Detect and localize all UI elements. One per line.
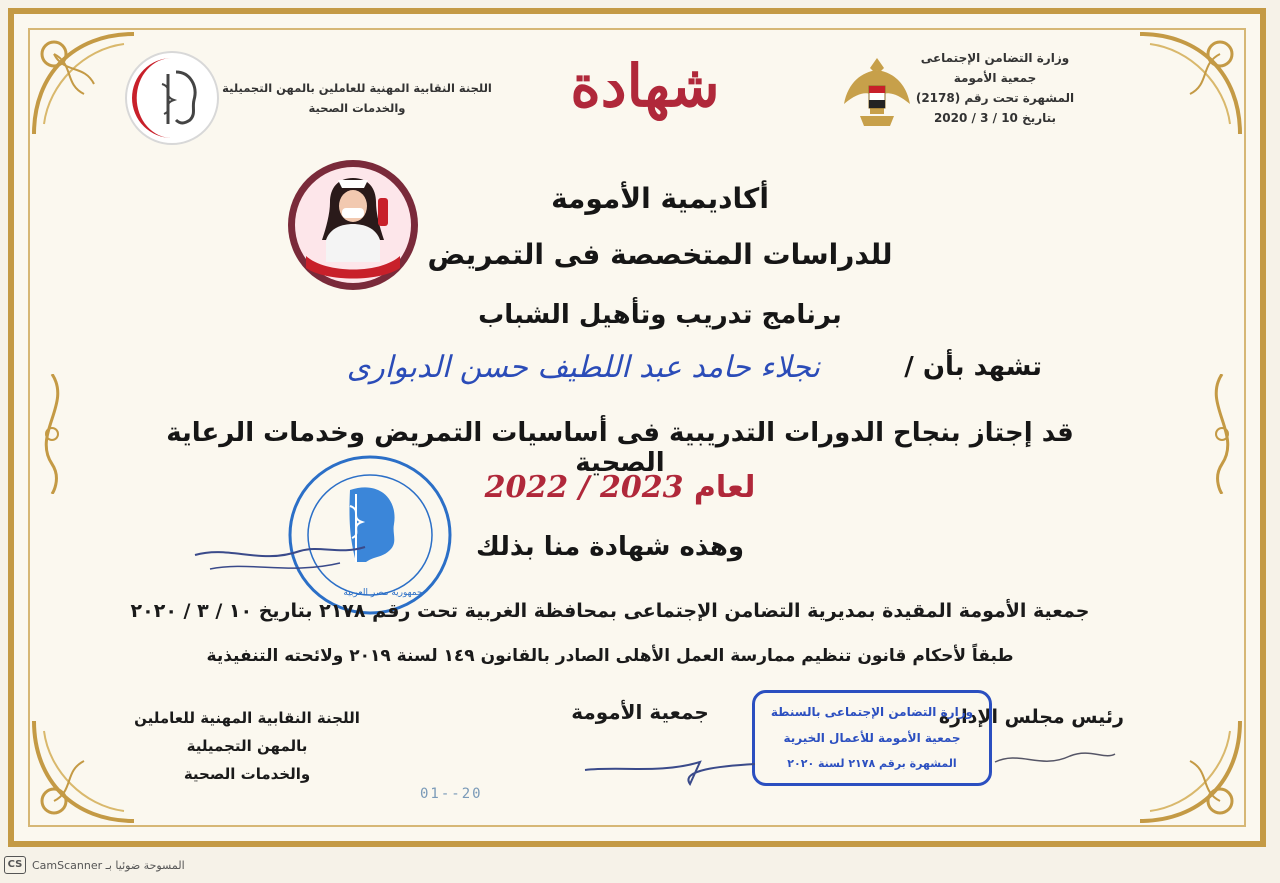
registration-line-1: جمعية الأمومة المقيدة بمديرية التضامن الإجتماعى بمحافظة الغربية تحت رقم ٢١٧٨ بتاريخ ١٠ / ٣ / ٢٠٢٠ — [130, 600, 1090, 622]
academy-name: أكاديمية الأمومة — [551, 182, 769, 215]
signature-mark — [190, 525, 370, 585]
footer-union-line: اللجنة النقابية المهنية للعاملين بالمهن التجميلية — [134, 709, 360, 755]
footer-chairman: رئيس مجلس الإدارة — [938, 706, 1124, 728]
ministry-line: جمعية الأمومة — [953, 71, 1037, 85]
ministry-line: بتاريخ 10 / 3 / 2020 — [933, 111, 1057, 125]
corner-ornament-icon — [1130, 711, 1250, 831]
corner-ornament-icon — [1130, 24, 1250, 144]
rect-stamp-line: المشهرة برقم ٢١٧٨ لسنة ٢٠٢٠ — [787, 757, 957, 770]
closing-statement: وهذه شهادة منا بذلك — [475, 532, 745, 562]
camscanner-logo-icon: CS — [4, 856, 26, 874]
round-stamp-text: جمهورية مصر العربية — [343, 588, 423, 598]
union-header — [222, 78, 492, 118]
ministry-block — [895, 48, 1095, 128]
serial-number: 01--20 — [420, 786, 483, 802]
union-logo-icon — [124, 50, 220, 146]
footer-union-line: والخدمات الصحية — [183, 765, 311, 783]
ministry-line: المشهرة تحت رقم (2178) — [915, 91, 1075, 105]
ministry-line: وزارة التضامن الإجتماعى — [920, 51, 1070, 65]
rect-stamp — [752, 690, 992, 786]
footer-association: جمعية الأمومة — [571, 700, 709, 724]
footer-union — [112, 704, 382, 788]
side-ornament-icon — [32, 374, 72, 494]
recipient-name: نجلاء حامد عبد اللطيف حسن الدبوارى — [346, 350, 820, 385]
certificate-title: شهادة — [570, 52, 720, 120]
completion-statement: قد إجتاز بنجاح الدورات التدريبية فى أساسيات التمريض وخدمات الرعاية الصحية — [166, 418, 1074, 478]
registration-line-2: طبقاً لأحكام قانون تنظيم ممارسة العمل الأهلى الصادر بالقانون ١٤٩ لسنة ٢٠١٩ ولائحته التنفيذية — [206, 646, 1014, 666]
union-line: والخدمات الصحية — [308, 101, 406, 115]
program-title: برنامج تدريب وتأهيل الشباب — [478, 300, 842, 330]
eagle-emblem-icon — [842, 52, 912, 134]
union-line: اللجنة النقابية المهنية للعاملين بالمهن التجميلية — [222, 81, 492, 95]
signature-mark — [990, 740, 1120, 780]
year-row — [470, 470, 770, 505]
certifies-label: تشهد بأن / — [904, 352, 1042, 382]
year-value: 2022 / 2023 — [484, 470, 684, 505]
rect-stamp-line: وزارة التضامن الإجتماعى بالسنطة — [770, 705, 974, 719]
academy-logo-icon — [286, 158, 420, 292]
scanner-watermark — [4, 856, 185, 874]
academy-specialty: للدراسات المتخصصة فى التمريض — [427, 238, 893, 271]
signature-mark — [580, 740, 760, 790]
year-label: لعام — [693, 470, 756, 505]
scanner-text: CamScanner المسوحة ضوئيا بـ — [32, 858, 185, 872]
rect-stamp-line: جمعية الأمومة للأعمال الخيرية — [783, 731, 961, 745]
side-ornament-icon — [1202, 374, 1242, 494]
